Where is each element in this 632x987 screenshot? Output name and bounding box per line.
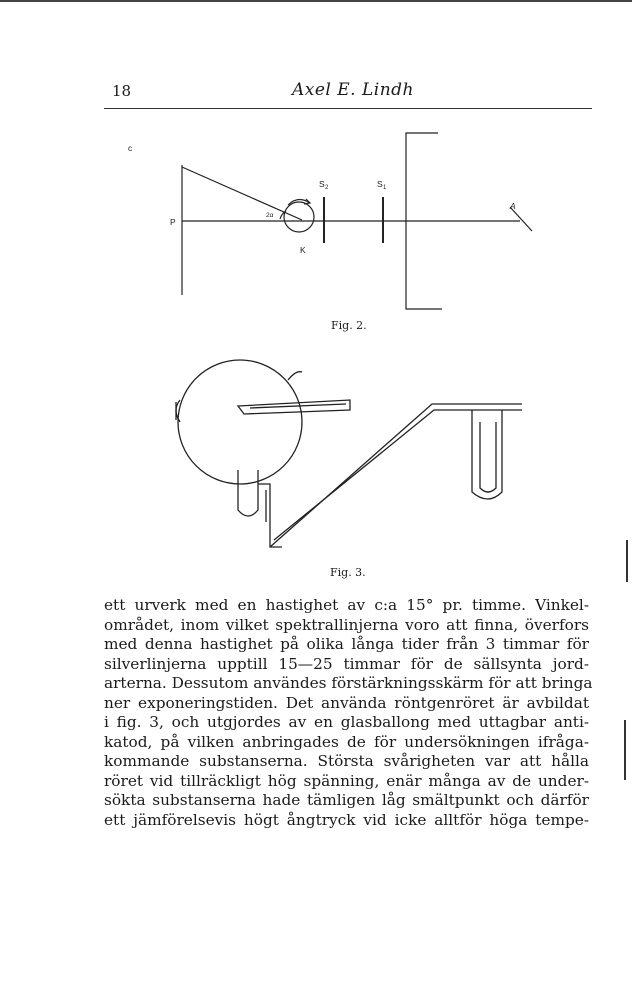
fig2-label-a: A bbox=[510, 201, 516, 211]
figure-2-diagram bbox=[120, 125, 560, 325]
fig2-label-angle: 2α bbox=[266, 212, 274, 219]
fig3-side-tube bbox=[238, 470, 258, 516]
fig3-u-trap bbox=[472, 410, 502, 499]
scan-margin-mark bbox=[624, 720, 626, 780]
fig2-label-k: K bbox=[300, 245, 306, 255]
body-line: området, inom vilket spektrallinjerna voro att finna, överfors bbox=[104, 615, 589, 634]
page-top-edge bbox=[0, 0, 632, 2]
fig2-label-c: c bbox=[128, 143, 133, 153]
fig3-connector bbox=[258, 484, 282, 547]
body-line: ett jämförelsevis högt ångtryck vid icke alltför höga tempe- bbox=[104, 810, 589, 829]
fig2-label-s1-sub: 1 bbox=[383, 185, 387, 191]
figure-3-caption: Fig. 3. bbox=[330, 566, 366, 579]
scan-margin-mark bbox=[626, 540, 628, 582]
fig3-anticathode bbox=[238, 400, 350, 414]
body-line: sökta substanserna hade tämligen låg smältpunkt och därför bbox=[104, 791, 589, 809]
fig3-pump-tube bbox=[270, 404, 522, 547]
page-number: 18 bbox=[112, 82, 132, 100]
body-line: kommande substanserna. Största svårigheten var att hålla bbox=[104, 752, 589, 770]
fig3-top-neck bbox=[288, 372, 302, 380]
body-paragraph bbox=[104, 596, 593, 830]
body-line: röret vid tillräckligt hög spänning, enär många av de under- bbox=[104, 771, 589, 790]
running-head-author: Axel E. Lindh bbox=[292, 80, 414, 100]
fig2-label-s1: S bbox=[377, 179, 383, 189]
header-rule bbox=[104, 108, 592, 109]
fig2-crystal-circle bbox=[284, 202, 314, 232]
body-line: ett urverk med en hastighet av c:a 15° pr. timme. Vinkel- bbox=[104, 596, 589, 614]
body-line: silverlinjerna upptill 15—25 timmar för de sällsynta jord- bbox=[104, 654, 589, 673]
body-line: ner exponeringstiden. Det använda röntgenröret är avbildat bbox=[104, 693, 589, 712]
body-line: med denna hastighet på olika långa tider från 3 timmar för bbox=[104, 635, 589, 653]
figure-2-caption: Fig. 2. bbox=[331, 319, 367, 332]
body-line: katod, på vilken anbringades de för undersökningen ifråga- bbox=[104, 732, 589, 751]
fig2-label-p: P bbox=[170, 217, 176, 227]
fig2-label-s2: S bbox=[319, 179, 325, 189]
body-line: i fig. 3, och utgjordes av en glasballong med uttagbar anti- bbox=[104, 713, 589, 731]
fig2-label-s2-sub: 2 bbox=[325, 185, 329, 191]
body-line: arterna. Dessutom användes förstärkningsskärm för att bringa bbox=[104, 674, 593, 692]
figure-3-diagram bbox=[170, 352, 530, 557]
fig3-glass-bulb bbox=[178, 360, 302, 484]
